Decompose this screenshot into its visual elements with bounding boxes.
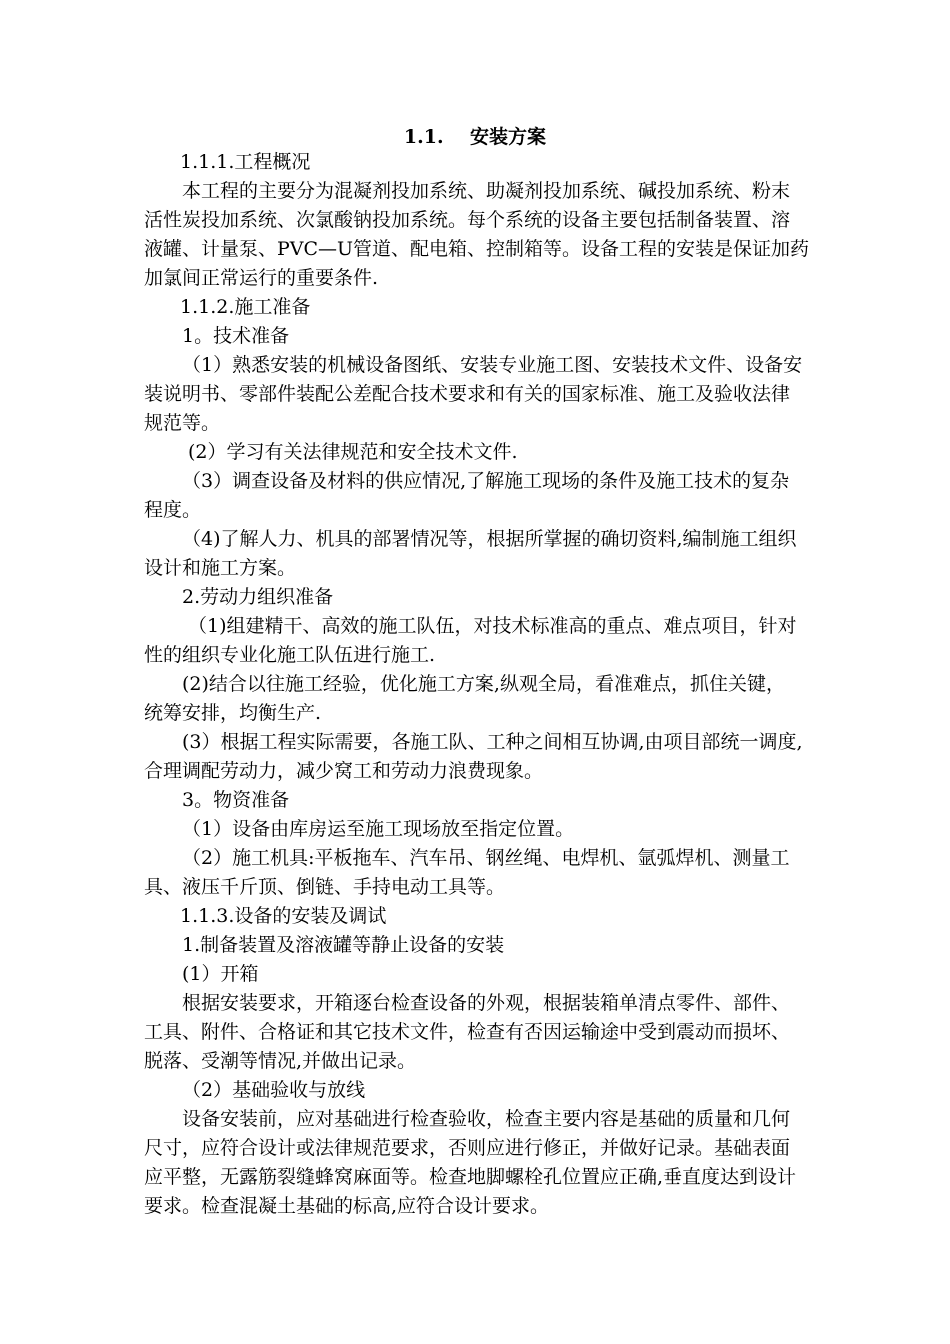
paragraph-line: 统筹安排，均衡生产.: [144, 702, 322, 724]
paragraph-line: 要求。检查混凝土基础的标高,应符合设计要求。: [144, 1195, 550, 1217]
paragraph-line: 装说明书、零部件装配公差配合技术要求和有关的国家标准、施工及验收法律: [144, 383, 791, 405]
paragraph-line: 规范等。: [144, 412, 221, 434]
subheading: (1）开箱: [182, 963, 259, 985]
subheading: 2.劳动力组织准备: [182, 586, 334, 608]
paragraph-line: 应平整，无露筋裂缝蜂窝麻面等。检查地脚螺栓孔位置应正确,垂直度达到设计: [144, 1166, 797, 1188]
paragraph-line: 尺寸，应符合设计或法律规范要求，否则应进行修正，并做好记录。基础表面: [144, 1137, 791, 1159]
subheading: 1.制备装置及溶液罐等静止设备的安装: [182, 934, 505, 956]
paragraph-line: （3）调查设备及材料的供应情况,了解施工现场的条件及施工技术的复杂: [182, 470, 790, 492]
paragraph-line: 活性炭投加系统、次氯酸钠投加系统。每个系统的设备主要包括制备装置、溶: [144, 209, 791, 231]
paragraph-line: 根据安装要求，开箱逐台检查设备的外观，根据装箱单清点零件、部件、: [182, 992, 791, 1014]
heading-1-1-2: 1.1.2.施工准备: [180, 296, 311, 318]
paragraph-line: 具、液压千斤顶、倒链、手持电动工具等。: [144, 876, 506, 898]
paragraph-line: （1)组建精干、高效的施工队伍，对技术标准高的重点、难点项目，针对: [188, 615, 797, 637]
paragraph-line: (2)结合以往施工经验，优化施工方案,纵观全局，看准难点，抓住关键，: [182, 673, 785, 695]
paragraph-line: (2）学习有关法律规范和安全技术文件.: [188, 441, 518, 463]
paragraph-line: （1）设备由库房运至施工现场放至指定位置。: [182, 818, 575, 840]
paragraph-line: 设计和施工方案。: [144, 557, 297, 579]
paragraph-line: (3）根据工程实际需要，各施工队、工种之间相互协调,由项目部统一调度,: [182, 731, 803, 753]
paragraph-line: 本工程的主要分为混凝剂投加系统、助凝剂投加系统、碱投加系统、粉末: [182, 180, 791, 202]
paragraph-line: 程度。: [144, 499, 202, 521]
paragraph-line: （4)了解人力、机具的部署情况等，根据所掌握的确切资料,编制施工组织: [182, 528, 797, 550]
paragraph-line: 性的组织专业化施工队伍进行施工.: [144, 644, 436, 666]
paragraph-line: 合理调配劳动力，减少窝工和劳动力浪费现象。: [144, 760, 544, 782]
paragraph-line: 工具、附件、合格证和其它技术文件，检查有否因运输途中受到震动而损坏、: [144, 1021, 791, 1043]
section-title: 1.1. 安装方案: [403, 126, 547, 148]
subheading: 3。物资准备: [182, 789, 290, 811]
paragraph-line: 加氯间正常运行的重要条件.: [144, 267, 379, 289]
paragraph-line: （2）施工机具:平板拖车、汽车吊、钢丝绳、电焊机、氩弧焊机、测量工: [182, 847, 790, 869]
paragraph-line: （1）熟悉安装的机械设备图纸、安装专业施工图、安装技术文件、设备安: [182, 354, 803, 376]
paragraph-line: 脱落、受潮等情况,并做出记录。: [144, 1050, 417, 1072]
heading-1-1-3: 1.1.3.设备的安装及调试: [180, 905, 387, 927]
subheading: （2）基础验收与放线: [182, 1079, 366, 1101]
heading-1-1-1: 1.1.1.工程概况: [180, 151, 311, 173]
paragraph-line: 液罐、计量泵、PVC—U管道、配电箱、控制箱等。设备工程的安装是保证加药: [144, 238, 810, 260]
subheading: 1。技术准备: [182, 325, 290, 347]
paragraph-line: 设备安装前，应对基础进行检查验收，检查主要内容是基础的质量和几何: [182, 1108, 791, 1130]
